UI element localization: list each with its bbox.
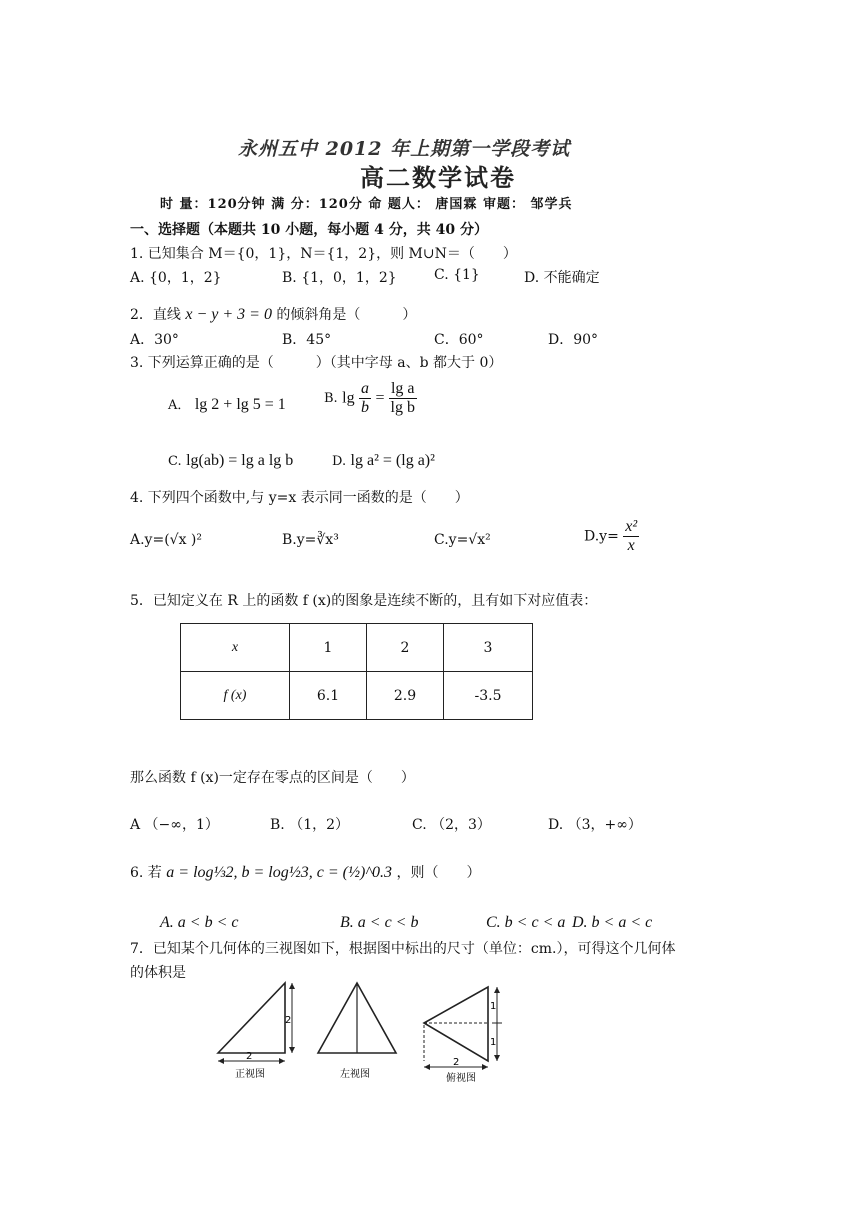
q2-option-c: C．60° [434, 332, 484, 348]
table-cell: x [181, 624, 290, 672]
q4-option-d: D.y= $\frac{\text{x²}}{x}$ [584, 518, 638, 554]
exam-meta: 时 量：120分钟 满 分：120分 命 题人： 唐国霖 审题： 邹学兵 [160, 197, 573, 212]
front-view [218, 983, 295, 1080]
dim-front-h: 2 [285, 1015, 292, 1026]
q6-stem-suffix: ，则（ ） [396, 865, 481, 881]
q4-option-b: B.y=∛x³ [282, 532, 339, 548]
q2-stem-suffix: 的倾斜角是（ ） [276, 307, 417, 323]
dim-top-w: 2 [453, 1057, 460, 1068]
table-cell: 3 [444, 624, 533, 672]
q3-option-c: C. lg(ab) = lg a lg b [168, 452, 294, 469]
q3-option-a-math: lg 2 + lg 5 = 1 [194, 396, 286, 413]
dim-top-h1: 1 [490, 1001, 497, 1012]
table-row [181, 672, 533, 720]
q3-option-b-frac-left: $\frac{a}{b}$ [361, 380, 370, 416]
side-view-label: 左视图 [340, 1069, 370, 1080]
table-cell: 1 [290, 624, 367, 672]
q1-stem: 1. 已知集合 M＝{0，1}，N＝{1，2}，则 M∪N＝（ ） [130, 246, 517, 262]
q6-option-c: C. b < c < a [486, 914, 566, 931]
q5-follow: 那么函数 f (x)一定存在零点的区间是（ ） [130, 770, 415, 786]
q1-option-b: B. {1，0，1，2} [282, 270, 397, 286]
q2-stem [130, 304, 416, 324]
q3-option-d: D. lg a² = (lg a)² [332, 452, 435, 469]
q4-option-d-frac: $\frac{\text{x²}}{x}$ [625, 518, 638, 554]
top-view [424, 987, 502, 1084]
q5-option-a: A （−∞，1） [130, 817, 219, 833]
q5-option-d: D. （3，+∞） [548, 817, 642, 833]
table-cell: f (x) [181, 672, 290, 720]
value-table [180, 623, 533, 720]
q6-option-b: B. a < c < b [340, 914, 419, 931]
q6-stem-prefix: 6. 若 [130, 865, 162, 881]
q4-stem: 4. 下列四个函数中,与 y=x 表示同一函数的是（ ） [130, 490, 469, 506]
q6-stem [130, 862, 481, 882]
q2-option-b: B．45° [282, 332, 332, 348]
q3-option-b-frac-right: $\frac{\text{lg a}}{\text{lg b}}$ [390, 380, 415, 416]
side-view [318, 983, 396, 1080]
dim-front-w: 2 [246, 1051, 253, 1062]
table-cell: 2.9 [367, 672, 444, 720]
q3-stem: 3. 下列运算正确的是（ ）（其中字母 a、b 都大于 0） [130, 355, 503, 371]
table-row [181, 624, 533, 672]
top-view-label: 俯视图 [446, 1073, 476, 1084]
q1-option-d: D. 不能确定 [524, 270, 600, 286]
q3-option-c-math: lg(ab) = lg a lg b [186, 452, 294, 469]
three-views-figure [210, 975, 530, 1090]
q6-option-a: A. a < b < c [160, 914, 239, 931]
table-cell: -3.5 [444, 672, 533, 720]
q3-option-d-math: lg a² = (lg a)² [350, 452, 435, 469]
q2-stem-prefix: 2．直线 [130, 307, 181, 323]
q3-option-b: B. lg $\frac{a}{b}$ = $\frac{\text{lg a}}{\text{lg b}}$ [324, 380, 415, 416]
q2-stem-math: x − y + 3 = 0 [185, 306, 272, 323]
dim-top-h2: 1 [490, 1037, 497, 1048]
q2-option-d: D．90° [548, 332, 599, 348]
q1-option-c: C. {1} [434, 267, 480, 283]
section-heading: 一、选择题（本题共 10 小题，每小题 4 分，共 40 分） [130, 222, 488, 238]
q7-stem-line1: 7．已知某个几何体的三视图如下，根据图中标出的尺寸（单位：cm.），可得这个几何体 [130, 941, 676, 957]
table-cell: 2 [367, 624, 444, 672]
front-view-label: 正视图 [235, 1069, 265, 1080]
q4-option-a: A.y=(√x )² [130, 532, 203, 548]
q4-option-c: C.y=√x² [434, 532, 491, 548]
q1-option-a: A. {0，1，2} [130, 270, 222, 286]
school-line: 永州五中 2012 年上期第一学段考试 [238, 138, 571, 160]
q6-option-d: D. b < a < c [572, 914, 653, 931]
q5-option-c: C. （2，3） [412, 817, 491, 833]
q5-stem: 5．已知定义在 R 上的函数 f (x)的图象是连续不断的，且有如下对应值表： [130, 593, 598, 609]
table-cell: 6.1 [290, 672, 367, 720]
q5-option-b: B. （1，2） [270, 817, 350, 833]
q2-option-a: A．30° [130, 332, 179, 348]
exam-title: 高二数学试卷 [360, 163, 516, 192]
q6-stem-math: a = log⅓2, b = log½3, c = (½)^0.3 [166, 864, 393, 881]
q3-option-a: A． lg 2 + lg 5 = 1 [168, 396, 286, 413]
q7-stem-line2: 的体积是 [130, 965, 186, 981]
